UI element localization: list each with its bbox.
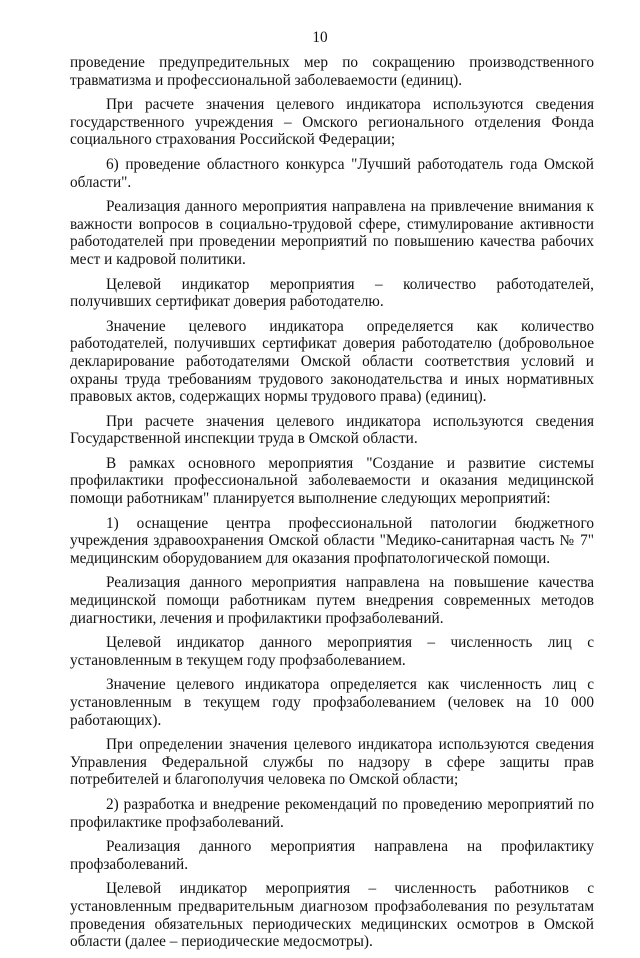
paragraph: Реализация данного мероприятия направлена на привлечение внимания к важности вопросов в социально-трудовой сфере, стимулирование активности работодателей при проведении мероприятий по повышению качества рабочих мест и кадровой политики. (70, 198, 594, 268)
paragraph: Целевой индикатор мероприятия – численность работников с установленным предварительным диагнозом профзаболевания по результатам проведения обязательных периодических медицинских осмотров в Омской области (далее – периодические медосмотры). (70, 880, 594, 951)
paragraph: В рамках основного мероприятия "Создание и развитие системы профилактики профессиональной заболеваемости и оказания медицинской помощи работникам" планируется выполнение следующих мероприятий: (70, 454, 594, 508)
document-body (70, 54, 594, 958)
paragraph: Реализация данного мероприятия направлена на профилактику профзаболеваний. (70, 838, 594, 873)
paragraph: Значение целевого индикатора определяется как количество работодателей, получивших сертификат доверия работодателю (добровольное декларирование работодателями Омской области соответствия условий и охраны труда требованиям трудового законодательства и иных нормативных правовых актов, содержащих нормы трудового права) (единиц). (70, 317, 594, 406)
paragraph: 2) разработка и внедрение рекомендаций по проведению мероприятий по профилактике профзаболеваний. (70, 795, 594, 831)
paragraph: проведение предупредительных мер по сокращению производственного травматизма и профессиональной заболеваемости (единиц). (70, 54, 594, 89)
paragraph: При расчете значения целевого индикатора используются сведения государственного учреждения – Омского регионального отделения Фонда социального страхования Российской Федерации; (70, 96, 594, 149)
paragraph: При определении значения целевого индикатора используются сведения Управления Федеральной службы по надзору в сфере защиты прав потребителей и благополучия человека по Омской области; (70, 736, 594, 789)
paragraph: 1) оснащение центра профессиональной патологии бюджетного учреждения здравоохранения Омской области "Медико-санитарная часть № 7" медицинским оборудованием для оказания профпатологической помощи. (70, 514, 594, 567)
page-number: 10 (312, 29, 328, 46)
paragraph: 6) проведение областного конкурса "Лучший работодатель года Омской области". (70, 155, 594, 191)
paragraph: При расчете значения целевого индикатора используются сведения Государственной инспекции труда в Омской области. (70, 412, 594, 448)
paragraph: Значение целевого индикатора определяется как численность лиц с установленным в текущем году профзаболеванием (человек на 10 000 работающих). (70, 676, 594, 729)
paragraph: Целевой индикатор мероприятия – количество работодателей, получивших сертификат доверия работодателю. (70, 275, 594, 311)
paragraph: Реализация данного мероприятия направлена на повышение качества медицинской помощи работникам путем внедрения современных методов диагностики, лечения и профилактики профзаболеваний. (70, 574, 594, 627)
paragraph: Целевой индикатор данного мероприятия – численность лиц с установленным в текущем году профзаболеванием. (70, 634, 594, 669)
